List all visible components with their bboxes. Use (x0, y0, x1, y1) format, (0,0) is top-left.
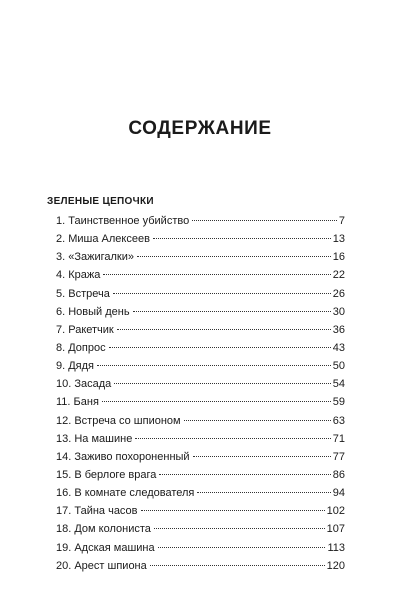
toc-entry[interactable] (56, 212, 345, 230)
toc-entry-label: 10. Засада (56, 378, 112, 391)
dot-leader (97, 365, 331, 366)
toc-entry[interactable] (56, 248, 345, 266)
toc-entry[interactable] (56, 266, 345, 284)
toc-entry-page: 36 (332, 323, 345, 336)
toc-entry-page: 63 (332, 414, 345, 427)
dot-leader (102, 401, 331, 402)
dot-leader (150, 565, 325, 566)
toc-entry[interactable] (56, 393, 345, 411)
toc-entry[interactable] (56, 285, 345, 303)
toc-entry-page: 50 (332, 360, 345, 373)
dot-leader (114, 383, 330, 384)
toc-entry-label: 11. Баня (56, 396, 99, 409)
toc-entry[interactable] (56, 357, 345, 375)
toc-entry-page: 107 (326, 523, 345, 536)
toc-list (56, 212, 345, 575)
dot-leader (141, 510, 325, 511)
toc-entry-label: 1. Таинственное убийство (56, 215, 190, 227)
toc-entry-page: 86 (332, 468, 345, 481)
toc-entry-label: 16. В комнате следователя (56, 487, 195, 500)
toc-entry-label: 12. Встреча со шпионом (56, 414, 181, 427)
toc-entry[interactable] (56, 430, 345, 448)
toc-entry-label: 7. Ракетчик (56, 323, 114, 336)
toc-entry-page: 7 (338, 215, 345, 227)
dot-leader (113, 293, 331, 294)
toc-entry-page: 26 (332, 287, 345, 300)
dot-leader (154, 528, 325, 529)
dot-leader (197, 492, 330, 493)
toc-entry[interactable] (56, 484, 345, 502)
toc-entry-label: 8. Допрос (56, 341, 106, 354)
toc-entry-label: 3. «Зажигалки» (56, 251, 134, 264)
toc-entry[interactable] (56, 557, 345, 575)
toc-entry-label: 2. Миша Алексеев (56, 233, 150, 246)
toc-entry-label: 6. Новый день (56, 305, 130, 318)
dot-leader (109, 347, 331, 348)
toc-entry-label: 18. Дом колониста (56, 523, 151, 536)
toc-entry-label: 14. Заживо похороненный (56, 450, 190, 463)
toc-entry-label: 15. В берлоге врага (56, 468, 157, 481)
toc-entry-page: 43 (332, 341, 345, 354)
toc-entry-page: 77 (332, 450, 345, 463)
toc-entry-label: 17. Тайна часов (56, 505, 138, 518)
toc-entry-page: 120 (326, 559, 345, 572)
toc-entry[interactable] (56, 502, 345, 520)
toc-entry-page: 54 (332, 378, 345, 391)
toc-entry-page: 30 (332, 305, 345, 318)
toc-entry-page: 71 (332, 432, 345, 445)
toc-entry-page: 94 (332, 487, 345, 500)
toc-entry-page: 13 (332, 233, 345, 246)
toc-entry[interactable] (56, 303, 345, 321)
toc-entry[interactable] (56, 448, 345, 466)
dot-leader (153, 238, 331, 239)
dot-leader (193, 456, 331, 457)
toc-entry-label: 20. Арест шпиона (56, 559, 147, 572)
dot-leader (192, 220, 337, 221)
toc-entry[interactable] (56, 230, 345, 248)
toc-entry-page: 16 (332, 251, 345, 264)
toc-entry-page: 59 (332, 396, 345, 409)
dot-leader (184, 420, 331, 421)
toc-entry-label: 5. Встреча (56, 287, 110, 300)
toc-entry[interactable] (56, 520, 345, 538)
toc-entry-page: 102 (326, 505, 345, 518)
toc-entry-label: 4. Кража (56, 269, 101, 282)
toc-entry-page: 113 (327, 541, 345, 554)
toc-entry[interactable] (56, 321, 345, 339)
toc-entry[interactable] (56, 339, 345, 357)
dot-leader (158, 547, 326, 548)
dot-leader (103, 274, 330, 275)
section-title: ЗЕЛЕНЫЕ ЦЕПОЧКИ (47, 196, 154, 207)
dot-leader (137, 256, 331, 257)
toc-entry[interactable] (56, 375, 345, 393)
dot-leader (133, 311, 331, 312)
page-title: СОДЕРЖАНИЕ (128, 118, 272, 139)
dot-leader (117, 329, 331, 330)
toc-entry[interactable] (56, 539, 345, 557)
dot-leader (135, 438, 330, 439)
toc-entry-label: 13. На машине (56, 432, 133, 445)
toc-entry-label: 9. Дядя (56, 360, 95, 373)
toc-entry-label: 19. Адская машина (56, 541, 155, 554)
toc-entry-page: 22 (332, 269, 345, 282)
toc-entry[interactable] (56, 466, 345, 484)
dot-leader (159, 474, 330, 475)
toc-entry[interactable] (56, 412, 345, 430)
